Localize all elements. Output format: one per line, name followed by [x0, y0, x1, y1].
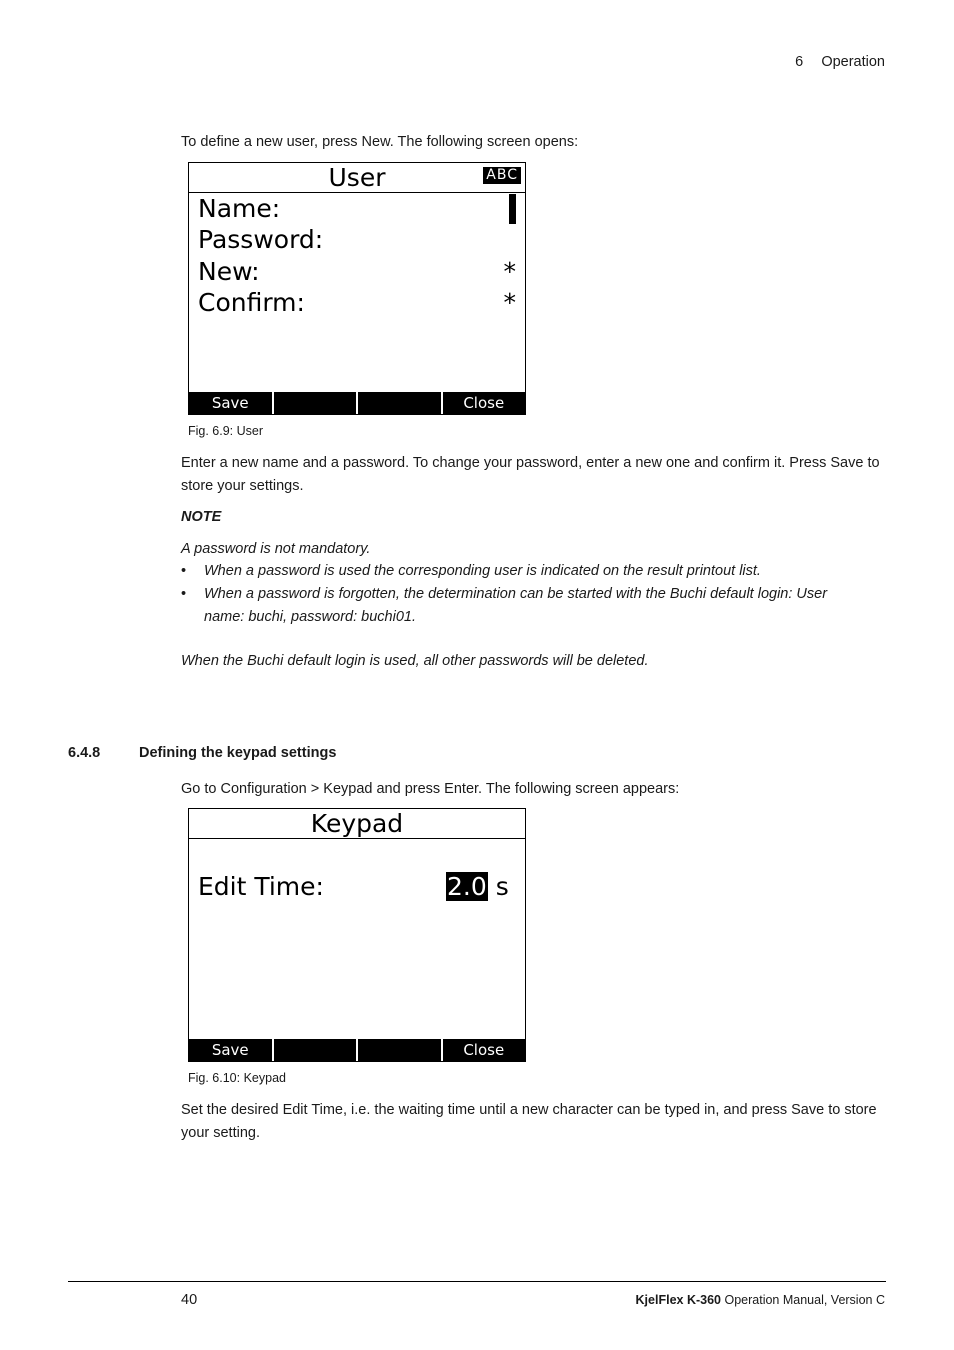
paragraph-keypad: Set the desired Edit Time, i.e. the waiting time until a new character can be typed in, and press Save to store your setting.: [181, 1102, 877, 1141]
softkey-empty-3[interactable]: [358, 392, 443, 414]
note-bullet-1: When a password is used the corresponding user is indicated on the result printout list.: [204, 563, 761, 579]
note-intro: A password is not mandatory.: [181, 541, 371, 557]
softkey-close[interactable]: Close: [463, 1041, 505, 1059]
footer-doc-info: [636, 1293, 885, 1307]
field-new-value: *: [503, 257, 516, 286]
softkey-save[interactable]: Save: [189, 392, 274, 414]
note-closing: When the Buchi default login is used, all other passwords will be deleted.: [181, 653, 649, 669]
chapter-title: Operation: [821, 54, 885, 70]
section-title: Defining the keypad settings: [139, 745, 337, 761]
input-mode-badge: ABC: [483, 167, 521, 184]
user-screen-title: User: [189, 163, 525, 193]
softkey-bar: [189, 1039, 525, 1061]
softkey-close[interactable]: Close: [463, 394, 505, 412]
running-header: [795, 51, 885, 74]
note-bullet-2: When a password is forgotten, the determination can be started with the Buchi default login: User name: buchi, password: buchi01.: [204, 586, 828, 625]
page-number: 40: [181, 1292, 198, 1308]
figure-caption-user: Fig. 6.9: User: [188, 424, 264, 438]
bullet-marker: •: [181, 563, 187, 579]
softkey-empty-2[interactable]: [274, 392, 359, 414]
softkey-empty-2[interactable]: [274, 1039, 359, 1061]
keypad-screen-title: Keypad: [189, 809, 525, 839]
keypad-screen: [188, 808, 526, 1062]
product-name: KjelFlex K-360: [635, 1293, 721, 1307]
text-cursor: [509, 194, 516, 224]
edit-time-value[interactable]: 2.0: [447, 872, 487, 901]
field-new-label: New:: [198, 257, 260, 286]
softkey-save[interactable]: Save: [189, 1039, 274, 1061]
paragraph-enter-name: Enter a new name and a password. To change your password, enter a new one and confirm it. Press Save to store your settings.: [181, 455, 880, 494]
figure-caption-keypad: Fig. 6.10: Keypad: [188, 1071, 286, 1085]
footer-rule: [68, 1281, 886, 1282]
field-password-label: Password:: [198, 225, 324, 254]
edit-time-unit: s: [495, 872, 509, 901]
document-title: Operation Manual, Version C: [724, 1293, 885, 1307]
note-heading: NOTE: [181, 509, 222, 525]
edit-time-label: Edit Time:: [198, 872, 324, 901]
field-confirm-value: *: [503, 288, 516, 317]
chapter-number: 6: [795, 54, 804, 70]
softkey-bar: [189, 392, 525, 414]
edit-time-value-group: [446, 872, 509, 902]
intro-user-text: To define a new user, press New. The following screen opens:: [181, 134, 579, 150]
softkey-empty-3[interactable]: [358, 1039, 443, 1061]
intro-keypad-text: Go to Configuration > Keypad and press Enter. The following screen appears:: [181, 781, 680, 797]
bullet-marker: •: [181, 586, 187, 602]
field-name-label: Name:: [198, 194, 281, 223]
user-screen: [188, 162, 526, 415]
field-confirm-label: Confirm:: [198, 288, 305, 317]
section-number: 6.4.8: [68, 745, 101, 761]
